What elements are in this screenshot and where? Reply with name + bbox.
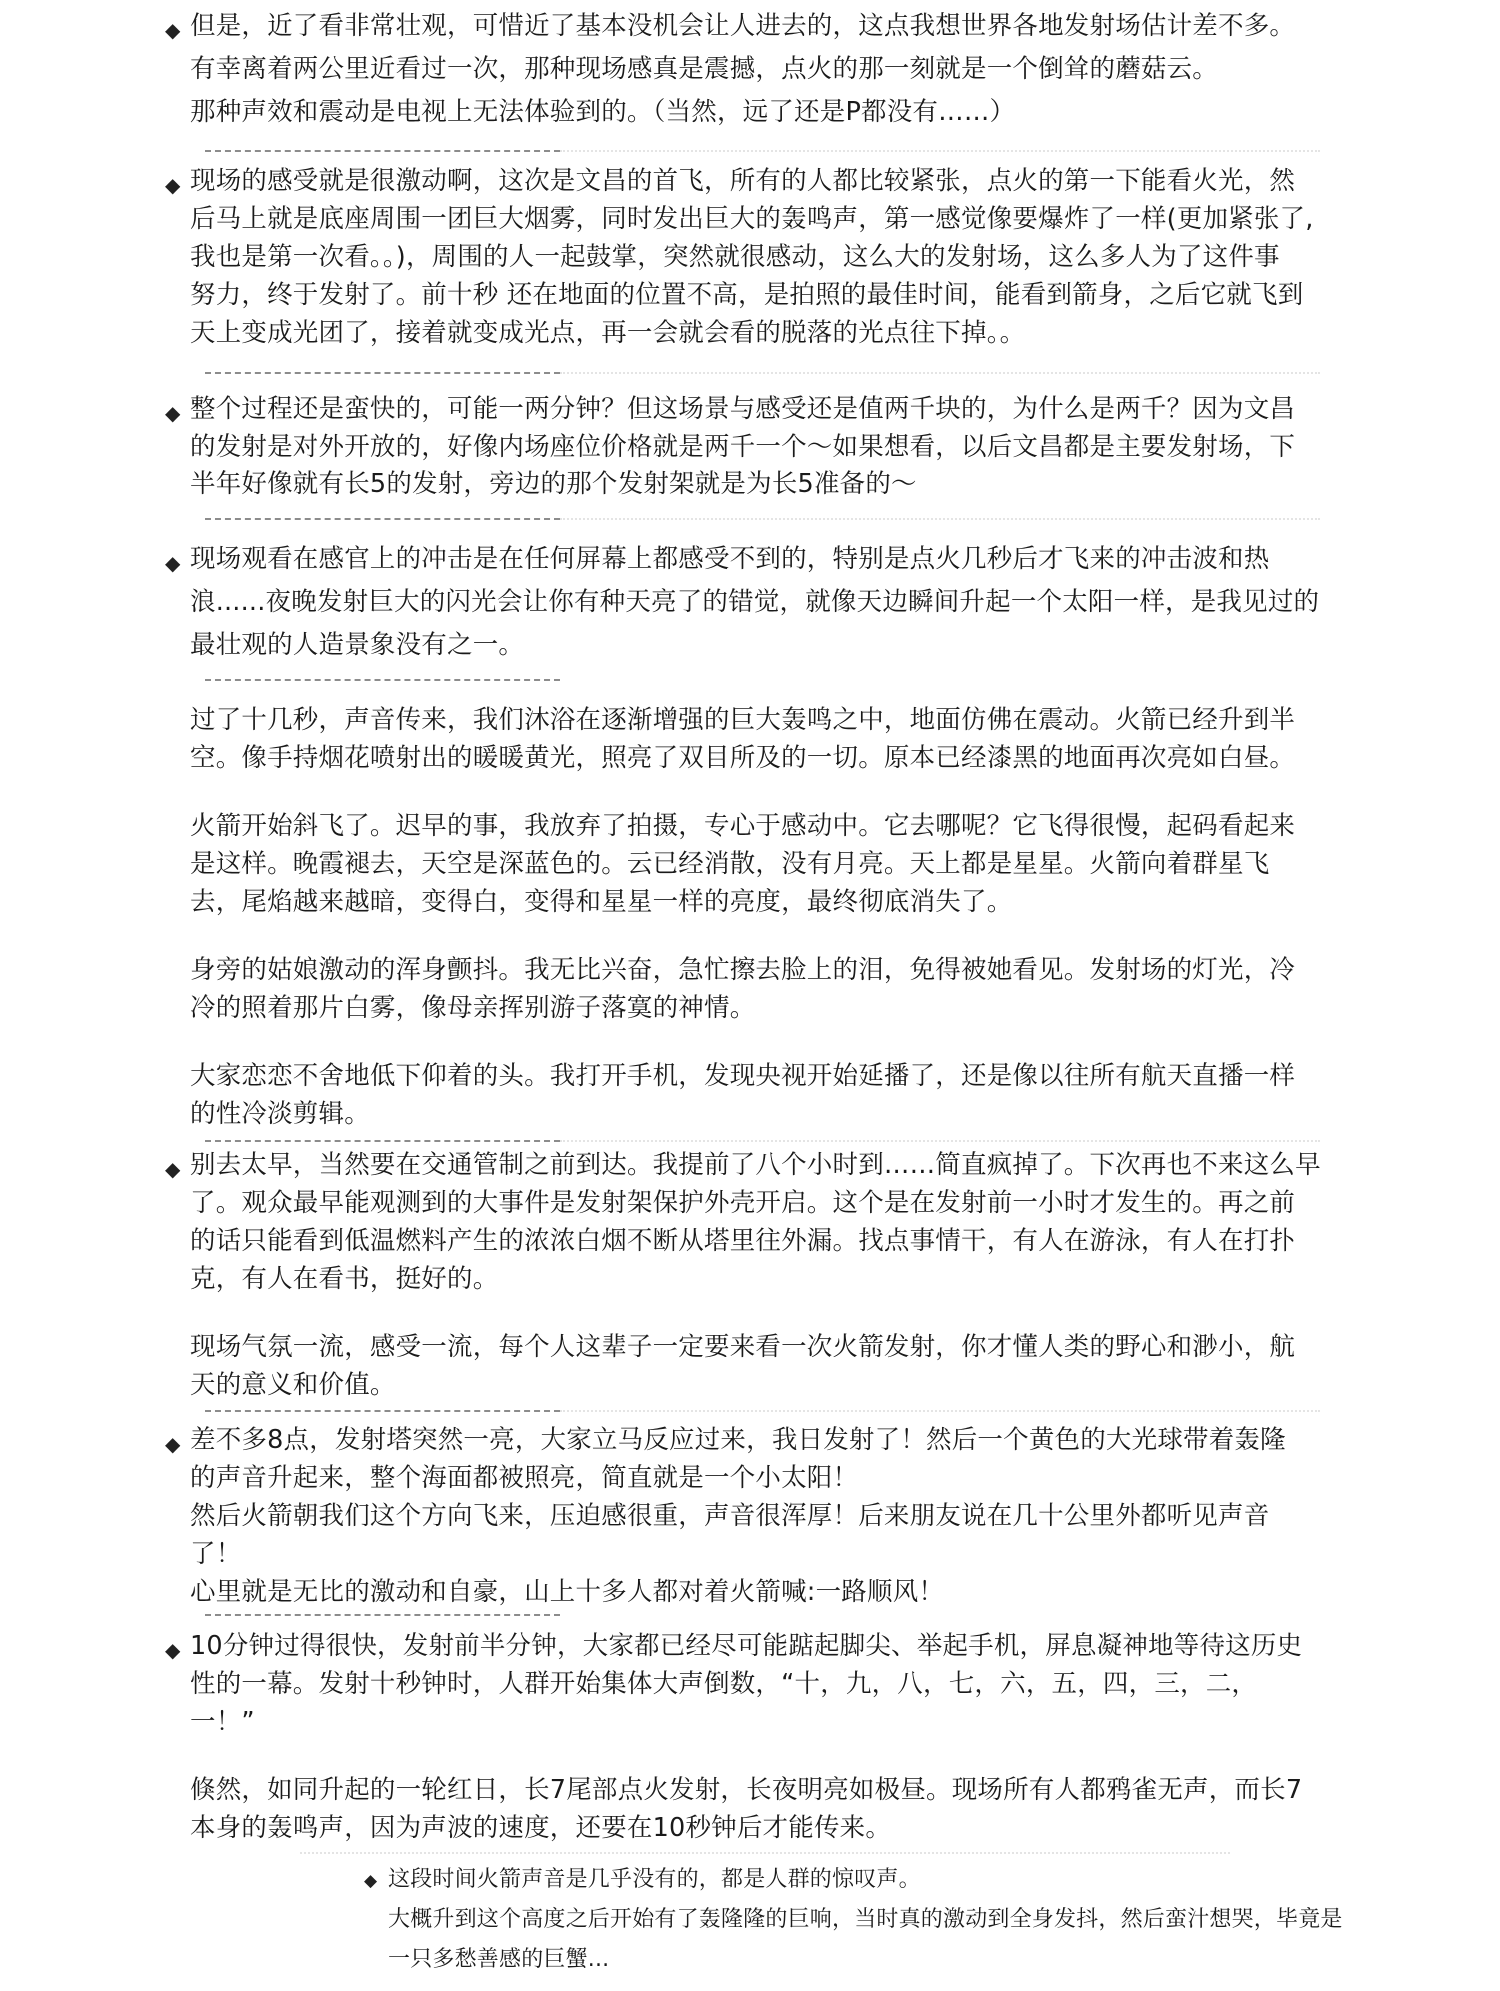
post-2-line-5: 天上变成光团了，接着就变成光点，再一会就会看的脱落的光点往下掉。。 <box>190 318 1026 348</box>
post-8-line-3: 一！” <box>190 1707 255 1737</box>
post-7-line-4: 了！ <box>190 1539 242 1569</box>
post-2-line-1: 现场的感受就是很激动啊，这次是文昌的首飞，所有的人都比较紧张，点火的第一下能看火光，然 <box>190 166 1296 196</box>
separator-faint <box>560 372 1320 374</box>
post-3-line-1: 整个过程还是蛮快的，可能一两分钟？但这场景与感受还是值两千块的，为什么是两千？因为文昌 <box>190 394 1296 424</box>
separator-faint <box>300 1852 1230 1854</box>
bullet-icon: ◆ <box>364 1871 378 1891</box>
post-8-line-4: 倏然，如同升起的一轮红日，长7尾部点火发射，长夜明亮如极昼。现场所有人都鸦雀无声，而长7 <box>190 1775 1303 1805</box>
post-9-line-3: 一只多愁善感的巨蟹... <box>388 1947 610 1972</box>
bullet-icon: ◆ <box>165 1432 181 1456</box>
separator-faint <box>560 518 1320 520</box>
separator-line <box>205 372 560 374</box>
separator-line <box>205 518 560 520</box>
separator-faint <box>560 150 1320 152</box>
bullet-icon: ◆ <box>165 18 181 42</box>
post-2-line-2: 后马上就是底座周围一团巨大烟雾，同时发出巨大的轰鸣声，第一感觉像要爆炸了一样(更加紧张了, <box>190 204 1314 234</box>
post-5-line-4: 是这样。晚霞褪去，天空是深蓝色的。云已经消散，没有月亮。天上都是星星。火箭向着群星飞 <box>190 849 1270 879</box>
bullet-icon: ◆ <box>165 1638 181 1662</box>
post-6-line-2: 了。观众最早能观测到的大事件是发射架保护外壳开启。这个是在发射前一小时才发生的。再之前 <box>190 1188 1296 1218</box>
post-4-line-1: 现场观看在感官上的冲击是在任何屏幕上都感受不到的，特别是点火几秒后才飞来的冲击波和热 <box>190 544 1270 574</box>
post-8-line-2: 性的一幕。发射十秒钟时，人群开始集体大声倒数，“十，九，八，七，六，五，四，三，二， <box>190 1669 1258 1699</box>
post-3-line-3: 半年好像就有长5的发射，旁边的那个发射架就是为长5准备的～ <box>190 469 917 499</box>
post-8-line-5: 本身的轰鸣声，因为声波的速度，还要在10秒钟后才能传来。 <box>190 1813 892 1843</box>
post-9-line-1: 这段时间火箭声音是几乎没有的，都是人群的惊叹声。 <box>388 1867 921 1892</box>
separator-line <box>205 1614 560 1616</box>
post-7-line-5: 心里就是无比的激动和自豪，山上十多人都对着火箭喊:一路顺风！ <box>190 1577 945 1607</box>
post-5-line-9: 的性冷淡剪辑。 <box>190 1099 370 1129</box>
separator-line <box>205 1410 560 1412</box>
post-7-line-1: 差不多8点，发射塔突然一亮，大家立马反应过来，我日发射了！然后一个黄色的大光球带着轰隆 <box>190 1425 1286 1455</box>
post-5-line-2: 空。像手持烟花喷射出的暖暖黄光，照亮了双目所及的一切。原本已经漆黑的地面再次亮如白昼。 <box>190 743 1296 773</box>
separator-faint <box>560 1410 1320 1412</box>
post-7-line-3: 然后火箭朝我们这个方向飞来，压迫感很重，声音很浑厚！后来朋友说在几十公里外都听见声音 <box>190 1501 1270 1531</box>
post-5-line-8: 大家恋恋不舍地低下仰着的头。我打开手机，发现央视开始延播了，还是像以往所有航天直播一样 <box>190 1061 1296 1091</box>
post-3-line-2: 的发射是对外开放的，好像内场座位价格就是两千一个～如果想看，以后文昌都是主要发射场，下 <box>190 432 1296 462</box>
post-8-line-1: 10分钟过得很快，发射前半分钟，大家都已经尽可能踮起脚尖、举起手机，屏息凝神地等待这历史 <box>190 1631 1303 1661</box>
post-6-line-1: 别去太早，当然要在交通管制之前到达。我提前了八个小时到……简直疯掉了。下次再也不来这么早 <box>190 1150 1321 1180</box>
post-2-line-3: 我也是第一次看。。)，周围的人一起鼓掌，突然就很感动，这么大的发射场，这么多人为了这件事 <box>190 242 1280 272</box>
bullet-icon: ◆ <box>165 1157 181 1181</box>
separator-line <box>205 679 560 681</box>
post-5-line-1: 过了十几秒，声音传来，我们沐浴在逐渐增强的巨大轰鸣之中，地面仿佛在震动。火箭已经升到半 <box>190 705 1296 735</box>
post-6-line-5: 现场气氛一流，感受一流，每个人这辈子一定要来看一次火箭发射，你才懂人类的野心和渺小，航 <box>190 1332 1296 1362</box>
post-2-line-4: 努力，终于发射了。前十秒 还在地面的位置不高，是拍照的最佳时间，能看到箭身，之后它就飞到 <box>190 280 1304 310</box>
post-1-line-3: 那种声效和震动是电视上无法体验到的。（当然，远了还是P都没有……） <box>190 97 1016 127</box>
separator-line <box>205 150 560 152</box>
post-5-line-5: 去，尾焰越来越暗，变得白，变得和星星一样的亮度，最终彻底消失了。 <box>190 887 1013 917</box>
post-6-line-6: 天的意义和价值。 <box>190 1370 396 1400</box>
post-6-line-3: 的话只能看到低温燃料产生的浓浓白烟不断从塔里往外漏。找点事情干，有人在游泳，有人在打扑 <box>190 1226 1296 1256</box>
post-1-line-1: 但是，近了看非常壮观，可惜近了基本没机会让人进去的，这点我想世界各地发射场估计差不多。 <box>190 11 1296 41</box>
post-7-line-2: 的声音升起来，整个海面都被照亮，简直就是一个小太阳！ <box>190 1463 859 1493</box>
post-9-line-2: 大概升到这个高度之后开始有了轰隆隆的巨响，当时真的激动到全身发抖，然后蛮汁想哭，毕竟是 <box>388 1907 1343 1932</box>
bullet-icon: ◆ <box>165 551 181 575</box>
post-5-line-7: 冷的照着那片白雾，像母亲挥别游子落寞的神情。 <box>190 993 756 1023</box>
post-1-line-2: 有幸离着两公里近看过一次，那种现场感真是震撼，点火的那一刻就是一个倒耸的蘑菇云。 <box>190 54 1219 84</box>
post-5-line-3: 火箭开始斜飞了。迟早的事，我放弃了拍摄，专心于感动中。它去哪呢？它飞得很慢，起码看起来 <box>190 811 1296 841</box>
post-5-line-6: 身旁的姑娘激动的浑身颤抖。我无比兴奋，急忙擦去脸上的泪，免得被她看见。发射场的灯光，冷 <box>190 955 1296 985</box>
bullet-icon: ◆ <box>165 173 181 197</box>
post-4-line-3: 最壮观的人造景象没有之一。 <box>190 630 525 660</box>
separator-line <box>205 1140 560 1142</box>
separator-faint <box>560 1140 1320 1142</box>
post-6-line-4: 克，有人在看书，挺好的。 <box>190 1264 499 1294</box>
bullet-icon: ◆ <box>165 401 181 425</box>
post-4-line-2: 浪......夜晚发射巨大的闪光会让你有种天亮了的错觉，就像天边瞬间升起一个太阳一样，是我见过的 <box>190 587 1320 617</box>
